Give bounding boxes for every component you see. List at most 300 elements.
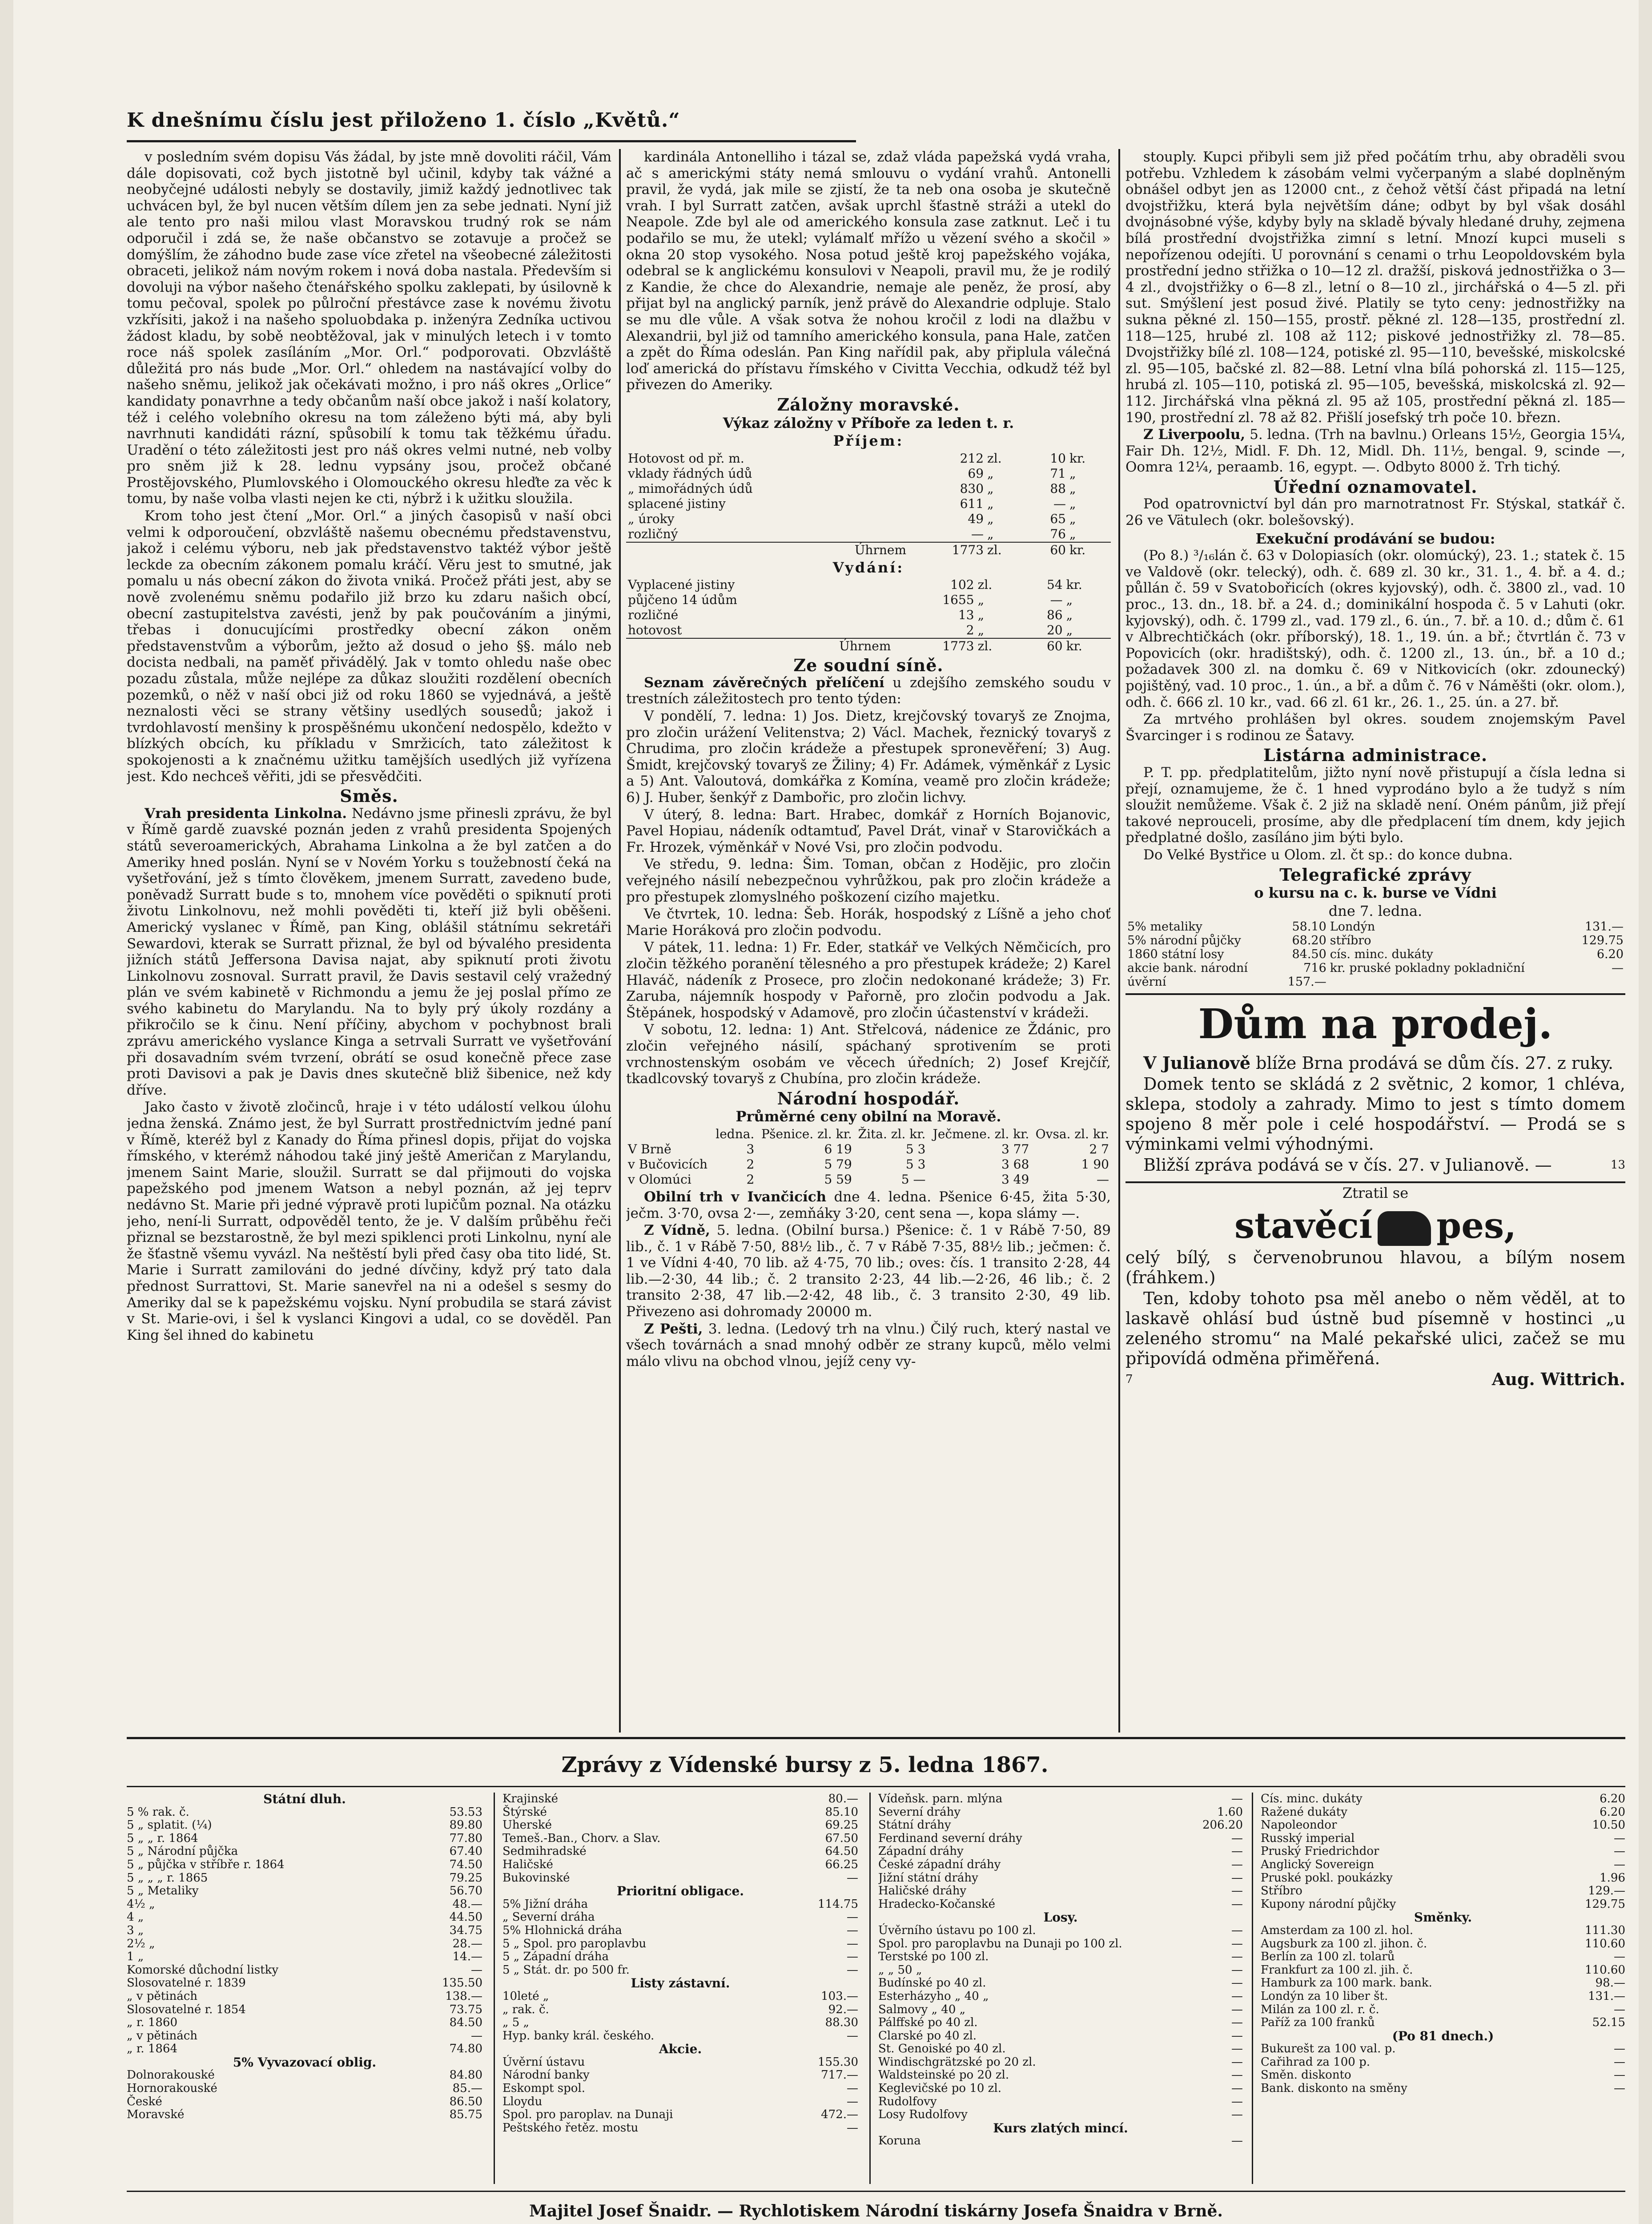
grain-vienna-text: 5. ledna. (Obilní bursa.) Pšenice: č. 1 v Rábě 7·50, 89 lib., č. 1 v Rábě 7·50, 88½ lib., č. 7 v Rábě 7·35, 88½ lib.; ječmen: č. 1 ve Vídni 4·40, 70 lib. až 4·75, 70 lib.; oves: čís. 1 transito 2·28, 44 lib.—2·30, 44 lib.; č. 2 transito 2·23, 44 lib.—2·26, 46 lib.; č. 2 transito 2·38, 47 lib.—2·42, 48 lib., č. 3 transito 2·30, 49 lib. Přivezeno asi dohromady 20000 m. bbox=[626, 1222, 1111, 1320]
table-cell: 6 19 bbox=[824, 1141, 852, 1156]
bursa-row bbox=[502, 2082, 858, 2095]
tele-label: cís. minc. dukáty bbox=[1330, 947, 1433, 962]
table-cell: 49 bbox=[968, 511, 984, 526]
ad-dog-p2: Ten, kdoby tohoto psa měl anebo o něm věděl, at to laskavě ohlásí bud ústně bud písemně v hostinci „u zeleného stromu“ na Malé pekařské ulici, začež se mu připovídá odměna přiměřená. bbox=[1125, 1288, 1625, 1368]
bursa-value: 129.75 bbox=[1585, 1897, 1625, 1911]
bursa-row bbox=[878, 2069, 1243, 2082]
lincoln-text-1: Nedávno jsme přinesli zprávu, že byl v Římě gardě zuavské poznán jeden z vrahů presidenta Spojených států severoamerických, Abrahama Linkolna a že byl zatčen a do Ameriky hned poslán. Nyní se v Novém Yorku s toužebností čeká na vyšetřování, jež s tímto člověkem, jmenem Surratt, zavedeno bude, poněvadž Surratt bude s to, mnohem více pověděti o spiknutí proti životu Linkolnovu, než mohli pověděti ti, kteří již byli oběšeni. Americký vyslanec v Římě, pan King, oblášil státnímu sekretáři Sewardovi, kterak se Surratt přiznal, že byl od bývalého presidenta jižních států Jeffersona Davisa najat, aby spiknutí proti životu Linkolnovu zosnoval. Surratt pravil, že Davis sestavil celý vražedný plán ve svém kabinetě v Richmondu a jemu že jej poslal přímo ze svého kabinetu do Marylandu. Na to byly prý úkoly rozdány a přikročilo se k činu. Není příčiny, abychom v pochybnost brali zprávu amerického vyslance Kinga a setrvali Surratt ve vyšetřování při dosavadním svém tvrzení, obrátí se osud konečně přece zase proti Davisovi a pak je Davis dnes skutečně bliž šibenice, než kdy dříve. bbox=[127, 805, 611, 1098]
bursa-item: Slosovatelné r. 1854 bbox=[127, 2002, 246, 2016]
table-cell: rozličný bbox=[628, 526, 678, 541]
bursa-item: Windischgrätzské po 20 zl. bbox=[878, 2055, 1036, 2069]
bursa-row bbox=[127, 1858, 482, 1872]
tele-label: 1860 státní losy bbox=[1127, 947, 1224, 962]
table-cell: 3 77 bbox=[1001, 1141, 1029, 1156]
bursa-row bbox=[127, 1990, 482, 2003]
court-wednesday: Ve středu, 9. ledna: Šim. Toman, občan z Hodějic, pro zločin veřejného násilí nebezpečnou vyhrůžkou, pak pro zločin krádeže a pro přestupek zlomyslného poškození cizího majetku. bbox=[626, 856, 1111, 905]
ad-dog-number: 7 bbox=[1125, 1372, 1133, 1386]
table-cell: „ bbox=[1069, 496, 1076, 511]
bursa-item: 5 % rak. č. bbox=[127, 1805, 189, 1819]
bursa-row bbox=[127, 1845, 482, 1858]
tele-value bbox=[1570, 975, 1625, 989]
table-cell: 71 bbox=[1050, 466, 1066, 481]
table-sum-cell: 1773 bbox=[892, 638, 976, 654]
bursa-item: „ rak. č. bbox=[502, 2002, 549, 2016]
telegraf-subtitle: o kursu na c. k. burse ve Vídni bbox=[1254, 884, 1497, 902]
bursa-value: 138.— bbox=[445, 1989, 482, 2003]
bursa-row bbox=[502, 1977, 858, 1990]
column-divider-2 bbox=[1118, 149, 1120, 1732]
bursa-row bbox=[1261, 1793, 1625, 1806]
bursa-item: Jižní státní dráhy bbox=[878, 1871, 978, 1885]
table-cell: 1 90 bbox=[1081, 1156, 1109, 1172]
table-cell: „ bbox=[1069, 481, 1076, 496]
tele-value: 131.— bbox=[1584, 920, 1624, 934]
bursa-item: Cís. minc. dukáty bbox=[1261, 1793, 1363, 1805]
liverpool-text: 5. ledna. (Trh na bavlnu.) Orleans 15½, Georgia 15¼, Fair Dh. 12½, Midl. F. Dh. 12, Midl. Dh. 11½, bengal. 9, scinde —, Oomra 12¼, peraamb. 16, egypt. —. Odbyto 8000 ž. Trh tichý. bbox=[1125, 427, 1625, 475]
bursa-value: 85.10 bbox=[825, 1805, 858, 1819]
column-1 bbox=[127, 149, 611, 1732]
bursa-divider-1 bbox=[494, 1793, 495, 2184]
table-sum-cell: zl. bbox=[985, 542, 1025, 558]
bursa-column-4 bbox=[1261, 1793, 1625, 2188]
bursa-item: 5 „ „ r. 1864 bbox=[127, 1831, 198, 1845]
ad-house-p3-text: Bližší zpráva podává se v čís. 27. v Julianově. — bbox=[1143, 1155, 1552, 1175]
table-cell: v Olomúci bbox=[628, 1172, 691, 1187]
bursa-value: 66.25 bbox=[825, 1857, 858, 1871]
ad-divider-2 bbox=[1125, 1181, 1625, 1183]
table-header-cell: Pšenice. zl. kr. bbox=[761, 1126, 852, 1141]
bursa-row bbox=[878, 2095, 1243, 2109]
table-cell: 5 79 bbox=[824, 1156, 852, 1172]
bursa-row bbox=[878, 1845, 1243, 1858]
bursa-value: 85.75 bbox=[449, 2108, 482, 2122]
bursa-row bbox=[1261, 1977, 1625, 1990]
grain-vienna bbox=[626, 1222, 1111, 1320]
bursa-item: Paříž za 100 franků bbox=[1261, 2016, 1375, 2030]
bursa-item: 5 „ Metaliky bbox=[127, 1884, 199, 1898]
court-saturday: V sobotu, 12. ledna: 1) Ant. Střelcová, nádenice ze Ždánic, pro zločin veřejného násilí, spáchaný sprotivením se proti vrchnostenským osobám ve věcech úředních; 2) Josef Krejčíř, tkadlcovský tovaryš z Chubína, pro zločin krádeže. bbox=[626, 1022, 1111, 1087]
table-cell: Vyplacené jistiny bbox=[628, 577, 735, 592]
bursa-item: 5% Hlohnická dráha bbox=[502, 1923, 622, 1937]
table-cell: 2 bbox=[746, 1172, 755, 1187]
bursa-value: — bbox=[1231, 2068, 1243, 2082]
table-row bbox=[626, 592, 1111, 608]
bursa-row bbox=[878, 1938, 1243, 1951]
table-cell: kr. bbox=[1066, 577, 1082, 592]
bursa-row bbox=[878, 1964, 1243, 1977]
bursa-item: 3 „ bbox=[127, 1923, 144, 1937]
bursa-row bbox=[127, 1924, 482, 1938]
court-monday: V pondělí, 7. ledna: 1) Jos. Dietz, krejčovský tovaryš ze Znojma, pro zločin urážení Velitenstva; 2) Václ. Machek, řeznický tovaryš z Chrudima, pro zločin krádeže a přestupek spronevěření; 3) Aug. Šmidt, krejčovský tovaryš ze Žiliny; 4) Fr. Adámek, výměnkář z Lysic a 5) Ant. Valoutová, domkářka z Komína, veamě pro zločin krádeže; 6) J. Huber, šenkýř z Dambořic, pro zločin lichvy. bbox=[626, 708, 1111, 806]
table-cell: zl. bbox=[977, 577, 993, 592]
bursa-row bbox=[878, 1885, 1243, 1898]
bursa-item: Waldsteinské po 20 zl. bbox=[878, 2068, 1009, 2082]
bursa-row bbox=[502, 1938, 858, 1951]
court-tuesday: V úterý, 8. ledna: Bart. Hrabec, domkář z Horních Bojanovic, Pavel Hopiau, nádeník odtamtuď, Pavel Drát, vinař v Starovičkách a Fr. Hrozek, výměnkář v Nové Vsi, pro zločin podvodu. bbox=[626, 806, 1111, 855]
table-cell: — bbox=[971, 526, 984, 541]
bursa-row bbox=[1261, 1819, 1625, 1832]
official-4: Za mrtvého prohlášen byl okres. soudem znojemským Pavel Švarcinger i s rodinou ze Šatavy. bbox=[1125, 711, 1625, 744]
bursa-row bbox=[878, 1990, 1243, 2003]
table-cell: 212 bbox=[960, 451, 984, 466]
table-cell: 2 bbox=[746, 1156, 755, 1172]
bursa-item: Losy Rudolfovy bbox=[878, 2108, 968, 2122]
official-2: Exekuční prodávání se budou: bbox=[1255, 530, 1495, 547]
table-sum-cell: Úhrnem bbox=[626, 638, 892, 654]
bursa-row bbox=[1261, 1924, 1625, 1938]
bursa-row bbox=[878, 1924, 1243, 1938]
bursa-value: 69.25 bbox=[825, 1818, 858, 1832]
bursa-row bbox=[127, 1885, 482, 1898]
table-cell: V Brně bbox=[628, 1141, 671, 1156]
bursa-value: 10.50 bbox=[1592, 1818, 1625, 1832]
table-cell: 5 59 bbox=[824, 1172, 852, 1187]
section-title-telegraf: Telegrafické zprávy bbox=[1279, 864, 1471, 885]
bursa-row bbox=[1261, 2082, 1625, 2095]
bursa-value: — bbox=[847, 1950, 858, 1964]
table-row bbox=[626, 481, 1111, 496]
prijem-table bbox=[626, 451, 1111, 558]
bursa-row bbox=[1261, 1950, 1625, 1964]
tele-value: 84.50 bbox=[1292, 947, 1326, 962]
bursa-row bbox=[1261, 1938, 1625, 1951]
bursa-row bbox=[878, 1819, 1243, 1832]
table-cell: 5 — bbox=[901, 1172, 926, 1187]
bursa-value: — bbox=[1614, 1845, 1625, 1858]
lincoln-paragraph-2: Jako často v životě zločinců, hraje i v této událostí velkou úlohu jedna ženská. Známo jest, že byl Surratt prostřednictvím jedné paní v Římě, kteréž byl z Kanady do Říma přinesl dopis, přijat do vojska římského, v kterémž náhodou také jiný ještě Američan z Marylandu, jmenem Saint Marie, sloužil. Surratt se dal přijmouti do vojska papežského pod jmenem Watson a nebyl poznán, až jej teprv nedávno St. Marie při jedné výpravě proti lupičům poznal. Na otázku jeho, není-li Surratt, odpověděl tento, že je. V dalším průběhu řeči přiznal se bezstarostně, že byl mezi spiklenci proti Linkolnu, nyní ale že šťastně všemu vyvázl. Na neštěstí byli před časy oba tito lidé, St. Marie i Surratt zamilováni do jedné dívčiny, když prý tato dala přednost Surrattovi, St. Marie sanevřel na ni a odešel s sesmy do Ameriky dal se k papežskému vojsku. Nyní probudila se stará závist v St. Marie-ovi, i šel k vyslanci Kingovi a udal, co se dověděl. Pan King šel ihned do kabinetu bbox=[127, 1099, 611, 1343]
table-row bbox=[1125, 961, 1625, 975]
table-row bbox=[626, 451, 1111, 466]
wool-continued: stouply. Kupci přibyli sem již před počátím trhu, aby obraděli svou potřebu. Vzhledem k zásobám velmi vyčerpaným a slabé doplněným obnášel odbyt jen as 12000 cnt., z čehož větší část připadá na letní dvojstřižku, která byla největším dáne; odbyt by byl však dosáhl dvojnásobné výše, kdyby byly na skladě bývaly hledané druhy, zejmena bílá prostřední dvojstřižka zimní s letní. Mnozí kupci museli s nepořízenou odejíti. U porovnání s cenami o trhu Leopoldovském byla prostřední jedno střižka o 10—12 zl. dražší, pisková jednostřižka o 3—4 zl., dvojstřižky o 6—8 zl., letní o 8—10 zl., jirchářská o 4—5 zl. při sut. Smýšlení jest posud živé. Platily se tyto ceny: jednostřižky na sukna pěkné zl. 150—155, prostř. pěkné zl. 128—135, prostřední zl. 118—125, hrubé zl. 108 až 112; piskové jednostřižky zl. 78—85. Dvojstřižky bílé zl. 108—124, potiské zl. 95—110, bevešské, miskolcské zl. 95—105, bačské zl. 82—88. Letní vlna bílá pohorská zl. 115—125, hrubá zl. 105—110, potiská zl. 95—105, bevešská, miskolcská zl. 92—112. Jirchářská vlna pěkná zl. 95 až 105, prostřední pěkná zl. 185—190, prostřední zl. 78 až 82. Přišlí josefský trh poče 10. březn. bbox=[1125, 149, 1625, 426]
listarna-2: Do Velké Bystřice u Olom. zl. čt sp.: do konce dubna. bbox=[1143, 846, 1513, 863]
bursa-row bbox=[127, 1806, 482, 1819]
lincoln-paragraph-1 bbox=[127, 806, 611, 1099]
vydani-table bbox=[626, 577, 1111, 654]
table-cell: 2 bbox=[966, 623, 974, 638]
ad-dog-body bbox=[1125, 1248, 1625, 1369]
bursa-row bbox=[502, 2122, 858, 2135]
bursa-value: 67.50 bbox=[825, 1831, 858, 1845]
bursa-value: — bbox=[847, 1963, 858, 1977]
bursa-value: 131.— bbox=[1588, 1989, 1625, 2003]
table-cell: 3 bbox=[746, 1141, 755, 1156]
bursa-value: 206.20 bbox=[1202, 1818, 1243, 1832]
bursa-value: — bbox=[1614, 1950, 1625, 1964]
bursa-value: 79.25 bbox=[449, 1871, 482, 1885]
table-cell: — bbox=[1053, 496, 1066, 511]
vykaz-title: Výkaz záložny v Příboře za leden t. r. bbox=[723, 414, 1014, 431]
bursa-item: Pruské pokl. poukázky bbox=[1261, 1871, 1393, 1885]
bursa-value: 80.— bbox=[828, 1793, 858, 1805]
table-cell: „ bbox=[1069, 466, 1076, 481]
bursa-item: Milán za 100 zl. r. č. bbox=[1261, 2002, 1379, 2016]
table-row bbox=[626, 608, 1111, 623]
bursa-row bbox=[1261, 2056, 1625, 2069]
bursa-item: Slosovatelné r. 1839 bbox=[127, 1976, 246, 1990]
bursa-row bbox=[1261, 2016, 1625, 2030]
bursa-value: — bbox=[1231, 2055, 1243, 2069]
bursa-row bbox=[1261, 1990, 1625, 2003]
bursa-row bbox=[502, 1950, 858, 1964]
court-intro-text: u zdejšího zemského soudu v trestních záležitostech pro tento týden: bbox=[626, 674, 1111, 707]
ad-dog-top: Ztratil se bbox=[1342, 1185, 1409, 1202]
table-cell: 69 bbox=[968, 466, 984, 481]
bursa-item: Stříbro bbox=[1261, 1884, 1302, 1898]
bursa-value: 92.— bbox=[828, 2002, 858, 2016]
bursa-value: — bbox=[1614, 2055, 1625, 2069]
table-row bbox=[626, 466, 1111, 481]
bursa-item: Hradecko-Kočanské bbox=[878, 1897, 996, 1911]
bursa-value: — bbox=[1231, 1857, 1243, 1871]
bursa-item: České západní dráhy bbox=[878, 1857, 1001, 1871]
bursa-item: 5% Jižní dráha bbox=[502, 1897, 588, 1911]
table-cell: „ bbox=[977, 623, 985, 638]
ad-dog-signature: Aug. Wittrich. bbox=[1491, 1369, 1625, 1389]
bursa-item: Štýrské bbox=[502, 1805, 547, 1819]
table-row bbox=[626, 1157, 1111, 1172]
bursa-item: Budínské po 40 zl. bbox=[878, 1976, 986, 1990]
bursa-item: České bbox=[127, 2095, 162, 2108]
bursa-item: Kupony národní půjčky bbox=[1261, 1897, 1396, 1911]
bursa-item: 4½ „ bbox=[127, 1897, 155, 1911]
bursa-item: 5 „ splatit. (¼) bbox=[127, 1818, 212, 1832]
bursa-item: Pruský Friedrichdor bbox=[1261, 1845, 1379, 1858]
bursa-row bbox=[502, 1964, 858, 1977]
table-cell: vklady řádných údů bbox=[628, 466, 752, 481]
bursa-item: „ v pětinách bbox=[127, 1989, 198, 2003]
bursa-value: — bbox=[847, 2121, 858, 2135]
bursa-value: 110.60 bbox=[1585, 1937, 1625, 1950]
bursa-value: 28.— bbox=[452, 1937, 482, 1950]
bursa-value: — bbox=[1614, 2082, 1625, 2095]
bursa-row bbox=[1261, 1832, 1625, 1845]
bursa-value: — bbox=[847, 1937, 858, 1950]
bursa-row bbox=[878, 1872, 1243, 1885]
bursa-row bbox=[502, 2095, 858, 2109]
tele-value: 716 bbox=[1303, 961, 1326, 975]
bursa-item: Londýn za 10 liber št. bbox=[1261, 1989, 1388, 2003]
bursa-heading: Kurs zlatých mincí. bbox=[993, 2120, 1128, 2135]
bursa-item: 10leté „ bbox=[502, 1989, 549, 2003]
tele-value: 58.10 bbox=[1292, 920, 1326, 934]
bursa-item: Haličské dráhy bbox=[878, 1884, 967, 1898]
table-cell: 54 bbox=[1046, 577, 1063, 592]
table-row bbox=[626, 623, 1111, 638]
table-cell: 830 bbox=[960, 481, 984, 496]
bursa-item: 5 „ Stát. dr. po 500 fr. bbox=[502, 1963, 630, 1977]
bursa-value: — bbox=[1231, 1845, 1243, 1858]
bursa-value: — bbox=[1614, 2002, 1625, 2016]
bursa-value: 717.— bbox=[821, 2068, 858, 2082]
bursa-row bbox=[127, 1911, 482, 1924]
bursa-row bbox=[878, 1911, 1243, 1924]
bursa-value: 84.50 bbox=[449, 2016, 482, 2030]
bursa-item: Salmovy „ 40 „ bbox=[878, 2002, 966, 2016]
bursa-item: Pálffské po 40 zl. bbox=[878, 2016, 978, 2030]
bursa-item: 5 „ Národní půjčka bbox=[127, 1845, 238, 1858]
bursa-row bbox=[1261, 1872, 1625, 1885]
column-3 bbox=[1125, 149, 1625, 1732]
table-header-row bbox=[626, 1127, 1111, 1142]
tele-value: — bbox=[1612, 961, 1624, 975]
bursa-item: Temeš.-Ban., Chorv. a Slav. bbox=[502, 1831, 661, 1845]
ad-divider-1 bbox=[1125, 993, 1625, 995]
bursa-value: — bbox=[1231, 1989, 1243, 2003]
bursa-item: Losy. bbox=[1043, 1910, 1078, 1925]
table-cell: „ bbox=[1069, 511, 1076, 526]
bursa-value: — bbox=[1231, 2016, 1243, 2030]
bursa-row bbox=[502, 1806, 858, 1819]
bursa-value: 77.80 bbox=[449, 1831, 482, 1845]
bursa-value: 98.— bbox=[1595, 1976, 1625, 1990]
bursa-row bbox=[502, 1872, 858, 1885]
bursa-value: 114.75 bbox=[818, 1897, 858, 1911]
bursa-value: 6.20 bbox=[1600, 1793, 1625, 1805]
table-cell: kr. bbox=[1069, 451, 1086, 466]
bursa-value: — bbox=[1231, 2042, 1243, 2056]
section-title-zalozny: Záložny moravské. bbox=[777, 394, 960, 415]
bursa-item: Úvěrního ústavu po 100 zl. bbox=[878, 1923, 1036, 1937]
bursa-item: Bukurešt za 100 val. p. bbox=[1261, 2042, 1396, 2056]
bursa-item: Akcie. bbox=[659, 2042, 702, 2057]
bursa-column-3 bbox=[878, 1793, 1243, 2188]
vydani-label: Vydání: bbox=[832, 559, 904, 576]
bursa-heading: Směnky. bbox=[1414, 1910, 1472, 1925]
bursa-value: — bbox=[471, 2029, 482, 2043]
bursa-row bbox=[127, 2016, 482, 2030]
bursa-item: 2½ „ bbox=[127, 1937, 155, 1950]
bursa-item: Clarské po 40 zl. bbox=[878, 2029, 977, 2043]
bursa-row bbox=[127, 1898, 482, 1911]
tele-label: 5% národní půjčky bbox=[1127, 934, 1241, 948]
table-cell: 3 68 bbox=[1001, 1156, 1029, 1172]
table-cell: „ bbox=[1066, 623, 1073, 638]
bursa-item: Peštského řetěz. mostu bbox=[502, 2121, 639, 2135]
tele-label: stříbro bbox=[1330, 934, 1371, 948]
bursa-value: 74.50 bbox=[449, 1857, 482, 1871]
table-cell: — bbox=[1050, 592, 1063, 608]
masthead-rule bbox=[127, 140, 856, 142]
bursa-row bbox=[502, 2043, 858, 2056]
court-intro bbox=[626, 675, 1111, 707]
bursa-item: Ferdinand severní dráhy bbox=[878, 1831, 1022, 1845]
bursa-item: 5 „ Spol. pro paroplavbu bbox=[502, 1937, 647, 1950]
table-row bbox=[626, 496, 1111, 512]
table-cell: 20 bbox=[1046, 623, 1063, 638]
bursa-value: — bbox=[1231, 1831, 1243, 1845]
bursa-row bbox=[127, 2082, 482, 2095]
bursa-value: 1.60 bbox=[1217, 1805, 1243, 1819]
table-sum-cell: 60 bbox=[1019, 638, 1065, 654]
tele-label bbox=[1328, 975, 1570, 989]
bursa-row bbox=[127, 2003, 482, 2017]
tele-value: 129.75 bbox=[1581, 934, 1624, 948]
bursa-item: „ „ 50 „ bbox=[878, 1963, 922, 1977]
bursa-row bbox=[502, 1793, 858, 1806]
bursa-value: — bbox=[847, 2029, 858, 2043]
bursa-value: — bbox=[1231, 1937, 1243, 1950]
bursa-value: 34.75 bbox=[449, 1923, 482, 1937]
dog-icon bbox=[1378, 1211, 1431, 1246]
bursa-row bbox=[127, 1819, 482, 1832]
bursa-value: 84.80 bbox=[449, 2068, 482, 2082]
bursa-item: Severní dráhy bbox=[878, 1805, 961, 1819]
table-row bbox=[626, 527, 1111, 542]
ad-house-p1-text: blíže Brna prodává se dům čís. 27. z ruky. bbox=[1256, 1053, 1614, 1073]
table-sum-cell: Úhrnem bbox=[626, 542, 908, 558]
bursa-item: Frankfurt za 100 zl. jih. č. bbox=[1261, 1963, 1413, 1977]
bursa-value: 74.80 bbox=[449, 2042, 482, 2056]
bursa-row bbox=[878, 2082, 1243, 2095]
bursa-item: Spol. pro paroplavbu na Dunaji po 100 zl. bbox=[878, 1937, 1122, 1950]
table-cell: „ bbox=[1066, 608, 1073, 623]
bursa-heading: Prioritní obligace. bbox=[616, 1884, 744, 1899]
table-cell: „ bbox=[977, 608, 985, 623]
bursa-item: Anglický Sovereign bbox=[1261, 1857, 1375, 1871]
bursa-value: 155.30 bbox=[818, 2055, 858, 2069]
prijem-label: Příjem: bbox=[833, 432, 904, 450]
bursa-row bbox=[127, 1872, 482, 1885]
table-sum-row bbox=[626, 542, 1111, 558]
bursa-value: 135.50 bbox=[442, 1976, 482, 1990]
bursa-row bbox=[878, 2003, 1243, 2017]
bursa-row bbox=[127, 2043, 482, 2056]
bursa-row bbox=[1261, 1885, 1625, 1898]
bursa-item: Západní dráhy bbox=[878, 1845, 964, 1858]
bursa-value: 53.53 bbox=[449, 1805, 482, 1819]
grain-ivancice-lead: Obilní trh v Ivančicích bbox=[644, 1189, 827, 1205]
bursa-item: Uherské bbox=[502, 1818, 552, 1832]
ad-dog-title-a: stavěcí bbox=[1234, 1204, 1373, 1246]
bursa-item: Amsterdam za 100 zl. hol. bbox=[1261, 1923, 1413, 1937]
bursa-value: — bbox=[1231, 2134, 1243, 2148]
bursa-value: — bbox=[1231, 1950, 1243, 1964]
table-cell: 76 bbox=[1050, 526, 1066, 541]
table-cell: 5 3 bbox=[905, 1156, 926, 1172]
table-row bbox=[1125, 975, 1625, 989]
bursa-item: Sedmihradské bbox=[502, 1845, 587, 1858]
bursa-value: — bbox=[1614, 1857, 1625, 1871]
table-cell: „ bbox=[987, 481, 994, 496]
tele-label: akcie bank. národní bbox=[1127, 961, 1248, 975]
bursa-value: 52.15 bbox=[1592, 2016, 1625, 2030]
bursa-value: — bbox=[1614, 2042, 1625, 2056]
table-cell: hotovost bbox=[628, 623, 682, 638]
table-sum-cell: kr. bbox=[1065, 638, 1111, 654]
ad-dog-title bbox=[1125, 1203, 1625, 1248]
telegraf-table bbox=[1125, 920, 1625, 989]
bursa-value: 111.30 bbox=[1585, 1923, 1625, 1937]
table-cell: 2 7 bbox=[1089, 1141, 1109, 1156]
bursa-item: Dolnorakouské bbox=[127, 2068, 215, 2082]
bursa-item: St. Genoiské po 40 zl. bbox=[878, 2042, 1006, 2056]
bursa-row bbox=[878, 1806, 1243, 1819]
bursa-row bbox=[502, 1898, 858, 1911]
bursa-value: 6.20 bbox=[1600, 1805, 1625, 1819]
bursa-item: Listy zástavní. bbox=[631, 1976, 730, 1991]
bursa-row bbox=[127, 2108, 482, 2122]
bursa-value: — bbox=[1231, 2108, 1243, 2122]
bursa-item: Esterházyho „ 40 „ bbox=[878, 1989, 989, 2003]
grain-price-table bbox=[626, 1127, 1111, 1187]
bursa-item: Haličské bbox=[502, 1857, 553, 1871]
page-right-edge bbox=[1639, 0, 1652, 2224]
official-1: Pod opatrovnictví byl dán pro marnotratnost Fr. Stýskal, statkář č. 26 ve Vätulech (okr. bolešovský). bbox=[1125, 496, 1625, 529]
bursa-item: „ 5 „ bbox=[502, 2016, 530, 2030]
bursa-row bbox=[502, 1832, 858, 1845]
liverpool bbox=[1125, 427, 1625, 475]
bursa-value: 129.— bbox=[1588, 1884, 1625, 1898]
